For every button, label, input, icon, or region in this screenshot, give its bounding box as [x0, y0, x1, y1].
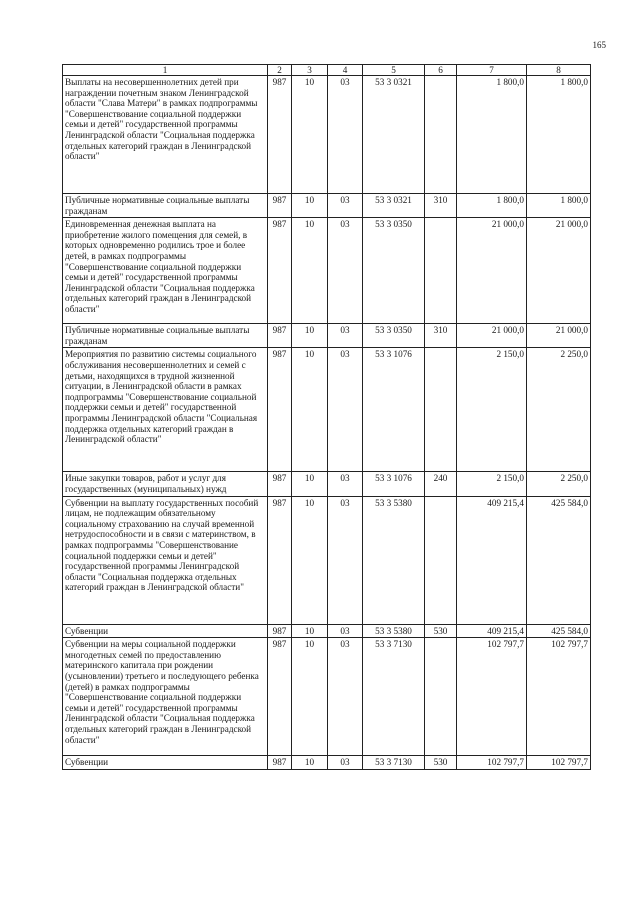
cell-target-article: 53 3 0350	[363, 324, 425, 348]
cell-amount-year1: 1 800,0	[457, 76, 527, 194]
row-description: Мероприятия по развитию системы социального обслуживания несовершеннолетних и семей с детьми, находящихся в трудной жизненной ситуации, в Ленинградской области в рамках подпрограммы "Совершенствование социальной поддержки семьи и детей" государственной программы Ленинградской области "Социальная поддержка отдельных категорий граждан в Ленинградской области"	[63, 348, 268, 472]
cell-amount-year1: 1 800,0	[457, 194, 527, 218]
table-row	[63, 348, 591, 472]
cell-ministry-code: 987	[268, 76, 292, 194]
cell-amount-year2: 102 797,7	[527, 756, 591, 770]
cell-subsection: 03	[328, 324, 363, 348]
cell-expense-type: 240	[425, 472, 457, 496]
row-description: Публичные нормативные социальные выплаты гражданам	[63, 194, 268, 218]
cell-ministry-code: 987	[268, 218, 292, 324]
column-header: 2	[268, 65, 292, 76]
row-description: Публичные нормативные социальные выплаты гражданам	[63, 324, 268, 348]
cell-subsection: 03	[328, 638, 363, 756]
cell-ministry-code: 987	[268, 194, 292, 218]
cell-section: 10	[292, 324, 328, 348]
cell-amount-year2: 2 250,0	[527, 348, 591, 472]
row-description: Субвенции	[63, 624, 268, 638]
cell-section: 10	[292, 638, 328, 756]
cell-section: 10	[292, 348, 328, 472]
cell-target-article: 53 3 5380	[363, 624, 425, 638]
cell-amount-year1: 409 215,4	[457, 624, 527, 638]
cell-amount-year1: 409 215,4	[457, 496, 527, 624]
cell-expense-type	[425, 218, 457, 324]
cell-ministry-code: 987	[268, 624, 292, 638]
cell-ministry-code: 987	[268, 638, 292, 756]
cell-subsection: 03	[328, 218, 363, 324]
cell-section: 10	[292, 218, 328, 324]
cell-section: 10	[292, 496, 328, 624]
table-row	[63, 218, 591, 324]
cell-amount-year2: 2 250,0	[527, 472, 591, 496]
cell-subsection: 03	[328, 76, 363, 194]
cell-target-article: 53 3 0321	[363, 76, 425, 194]
cell-target-article: 53 3 0321	[363, 194, 425, 218]
cell-amount-year1: 102 797,7	[457, 756, 527, 770]
cell-target-article: 53 3 5380	[363, 496, 425, 624]
cell-section: 10	[292, 624, 328, 638]
cell-target-article: 53 3 1076	[363, 472, 425, 496]
cell-amount-year2: 102 797,7	[527, 638, 591, 756]
cell-subsection: 03	[328, 348, 363, 472]
row-description: Иные закупки товаров, работ и услуг для государственных (муниципальных) нужд	[63, 472, 268, 496]
cell-expense-type: 310	[425, 194, 457, 218]
cell-amount-year1: 2 150,0	[457, 348, 527, 472]
row-description: Субвенции	[63, 756, 268, 770]
cell-subsection: 03	[328, 756, 363, 770]
cell-expense-type	[425, 348, 457, 472]
cell-section: 10	[292, 194, 328, 218]
column-header: 1	[63, 65, 268, 76]
cell-expense-type	[425, 76, 457, 194]
row-description: Единовременная денежная выплата на приобретение жилого помещения для семей, в которых одновременно родились трое и более детей, в рамках подпрограммы "Совершенствование социальной поддержки семьи и детей" государственной программы Ленинградской области "Социальная поддержка отдельных категорий граждан в Ленинградской области"	[63, 218, 268, 324]
cell-expense-type: 530	[425, 756, 457, 770]
column-header: 3	[292, 65, 328, 76]
cell-subsection: 03	[328, 496, 363, 624]
cell-target-article: 53 3 0350	[363, 218, 425, 324]
cell-amount-year2: 1 800,0	[527, 194, 591, 218]
cell-amount-year2: 21 000,0	[527, 218, 591, 324]
column-header: 6	[425, 65, 457, 76]
cell-target-article: 53 3 1076	[363, 348, 425, 472]
cell-amount-year1: 2 150,0	[457, 472, 527, 496]
column-header: 4	[328, 65, 363, 76]
cell-ministry-code: 987	[268, 348, 292, 472]
cell-expense-type: 310	[425, 324, 457, 348]
table-row	[63, 76, 591, 194]
cell-section: 10	[292, 76, 328, 194]
cell-subsection: 03	[328, 194, 363, 218]
table-row	[63, 496, 591, 624]
cell-amount-year2: 425 584,0	[527, 624, 591, 638]
cell-section: 10	[292, 756, 328, 770]
cell-expense-type	[425, 496, 457, 624]
budget-table	[62, 64, 591, 770]
table-row	[63, 472, 591, 496]
cell-amount-year1: 21 000,0	[457, 218, 527, 324]
cell-amount-year1: 21 000,0	[457, 324, 527, 348]
page-number: 165	[592, 40, 606, 50]
row-description: Субвенции на меры социальной поддержки многодетных семей по предоставлению материнского капитала при рождении (усыновлении) третьего и последующего ребенка (детей) в рамках подпрограммы "Совершенствование социальной поддержки семьи и детей" государственной программы Ленинградской области "Социальная поддержка отдельных категорий граждан в Ленинградской области"	[63, 638, 268, 756]
table-row	[63, 194, 591, 218]
table-row	[63, 756, 591, 770]
table-row	[63, 624, 591, 638]
cell-amount-year2: 425 584,0	[527, 496, 591, 624]
column-header: 7	[457, 65, 527, 76]
cell-ministry-code: 987	[268, 324, 292, 348]
cell-subsection: 03	[328, 472, 363, 496]
cell-section: 10	[292, 472, 328, 496]
cell-target-article: 53 3 7130	[363, 756, 425, 770]
cell-subsection: 03	[328, 624, 363, 638]
header-row	[63, 65, 591, 76]
cell-expense-type	[425, 638, 457, 756]
row-description: Субвенции на выплату государственных пособий лицам, не подлежащим обязательному социальному страхованию на случай временной нетрудоспособности и в связи с материнством, в рамках подпрограммы "Совершенствование социальной поддержки семьи и детей" государственной программы Ленинградской области "Социальная поддержка отдельных категорий граждан в Ленинградской области"	[63, 496, 268, 624]
table-row	[63, 638, 591, 756]
cell-amount-year2: 1 800,0	[527, 76, 591, 194]
cell-ministry-code: 987	[268, 756, 292, 770]
cell-amount-year1: 102 797,7	[457, 638, 527, 756]
column-header: 8	[527, 65, 591, 76]
cell-amount-year2: 21 000,0	[527, 324, 591, 348]
cell-expense-type: 530	[425, 624, 457, 638]
table-row	[63, 324, 591, 348]
cell-ministry-code: 987	[268, 472, 292, 496]
cell-ministry-code: 987	[268, 496, 292, 624]
column-header: 5	[363, 65, 425, 76]
row-description: Выплаты на несовершеннолетних детей при награждении почетным знаком Ленинградской области "Слава Матери" в рамках подпрограммы "Совершенствование социальной поддержки семьи и детей" государственной программы Ленинградской области "Социальная поддержка отдельных категорий граждан в Ленинградской области"	[63, 76, 268, 194]
cell-target-article: 53 3 7130	[363, 638, 425, 756]
